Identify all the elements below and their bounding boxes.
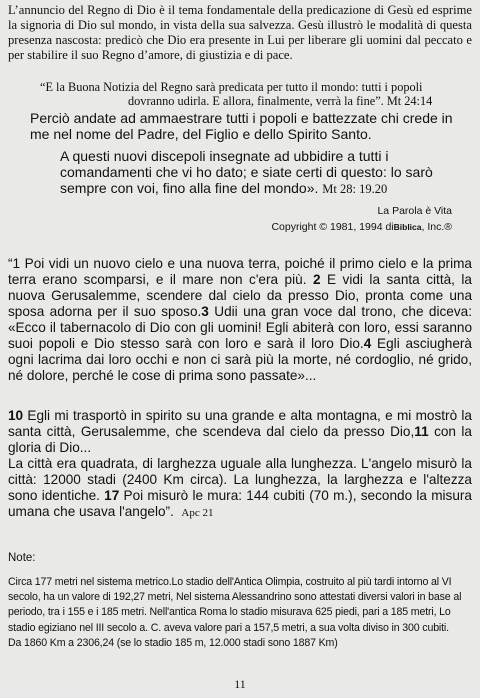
verse-text: La città era quadrata, di larghezza uguale alla lunghezza. L'angelo misurò la città: 12000 stadi (2400 Km circa). La lunghezza, la larghezza e l'altezza sono identiche.	[8, 456, 472, 503]
revelation-reference: Apc 21	[181, 507, 214, 519]
verse-text: Udii una gran voce dal trono, che diceva: «Ecco il tabernacolo di Dio con gli uomini! Egli abiterà con loro, essi saranno suoi popoli e Dio stesso sarà con loro e sarà il loro Dio.	[8, 304, 472, 351]
note-body	[8, 575, 474, 651]
revelation-paragraph-2	[8, 408, 472, 521]
gospel-quote	[40, 80, 460, 108]
verse-number: 1	[12, 256, 21, 271]
verse-text: con la gloria di Dio...	[8, 424, 472, 455]
verse-text: Poi vidi un nuovo cielo e una nuova terra, poiché il primo cielo e la prima terra erano scomparsi, e il mare non c'era più.	[8, 256, 472, 287]
verse-text: Egli mi trasportò in spirito su una grande e alta montagna, e mi mostrò la santa città, Gerusalemme, che scendeva dal cielo da presso Dio,	[8, 408, 472, 439]
intro-paragraph: L’annuncio del Regno di Dio è il tema fondamentale della predicazione di Gesù ed esprime la signoria di Dio sul mondo, in vista della sua salvezza. Gesù illustrò le modalità di questa presenza nascosta: predicò che Dio era presente in Lui per liberare gli uomini dal peccato e per stabilire il suo Regno d’amore, di giustizia e di pace.	[8, 3, 472, 62]
mission-reference: Mt 28: 19.20	[322, 182, 388, 196]
page-number: 11	[234, 677, 246, 691]
verse-number: 4	[363, 336, 372, 351]
verse-text: E vidi la santa città, la nuova Gerusalemme, scendere dal cielo da presso Dio, pronta come una sposa adorna per il suo sposo.	[8, 272, 472, 319]
verse-number: 10	[8, 408, 24, 423]
verse-text: Poi misurò le mura: 144 cubiti (70 m.), secondo la misura umana che usava l'angelo”.	[8, 488, 472, 519]
quote-line-2	[40, 94, 460, 108]
credit-copyright	[271, 221, 452, 233]
mission-paragraph-2-text: A questi nuovi discepoli insegnate ad ubbidire a tutti i comandamenti che vi ho dato; e siate certi di questo: lo sarò sempre con voi, fino alla fine del mondo».	[60, 148, 433, 196]
copyright-suffix: , Inc.®	[421, 221, 452, 233]
verse-number: 3	[201, 304, 209, 319]
verse-number: 17	[104, 488, 120, 503]
verse-number: 11	[414, 424, 429, 439]
copyright-text: Copyright © 1981, 1994 di	[271, 221, 394, 233]
verse-number: 2	[312, 272, 321, 287]
credit-title: La Parola è Vita	[377, 205, 452, 217]
note-title: Note:	[8, 552, 36, 564]
mission-paragraph-2	[60, 148, 470, 197]
revelation-paragraph-1: “1 Poi vidi un nuovo cielo e una nuova terra, poiché il primo cielo e la prima terra erano scomparsi, e il mare non c'era più. 2 E vidi la santa città, la nuova Gerusalemme, scendere dal cielo da presso Dio, pronta come una sposa adorna per il suo sposo.3 Udii una gran voce dal trono, che diceva: «Ecco il tabernacolo di Dio con gli uomini! Egli abiterà con loro, essi saranno suoi popoli e Dio stesso sarà con loro e sarà il loro Dio.4 Egli asciugherà ogni lacrima dai loro occhi e non ci sarà più la morte, né cordoglio, né grido, né dolore, perché le cose di prima sono passate»...	[8, 256, 472, 383]
quote-line-1: “E la Buona Notizia del Regno sarà predicata per tutto il mondo: tutti i popoli	[40, 80, 423, 94]
quote-line-2-text: dovranno udirla. E allora, finalmente, verrà la fine”.	[128, 94, 384, 108]
publisher-name: Biblica	[393, 222, 422, 232]
note-text-1: Circa 177 metri nel sistema metrico.Lo stadio dell'Antica Olimpia, costruito al più tardi intorno al VI secolo, ha un valore di 192,27 metri, Nel sistema Alessandrino sono attestati diversi valori in base al periodo, tra i 155 e i 185 metri. Nell'antica Roma lo stadio misurava 625 piedi, pari a 185 metri, Lo stadio egiziano nel III secolo a. C. aveva valore pari a 157,5 metri, a sua volta diviso in 300 cubiti.	[8, 576, 462, 634]
quote-reference: Mt 24:14	[386, 94, 433, 108]
mission-paragraph-1: Perciò andate ad ammaestrare tutti i popoli e battezzate chi crede in me nel nome del Padre, del Figlio e dello Spirito Santo.	[30, 110, 453, 142]
verse-text: Egli asciugherà ogni lacrima dai loro occhi e non ci sarà più la morte, né cordoglio, né grido, né dolore, perché le cose di prima sono passate»...	[8, 336, 472, 383]
note-text-2: Da 1860 Km a 2306,24 (se lo stadio 185 m, 12.000 stadi sono 1887 Km)	[8, 636, 338, 649]
